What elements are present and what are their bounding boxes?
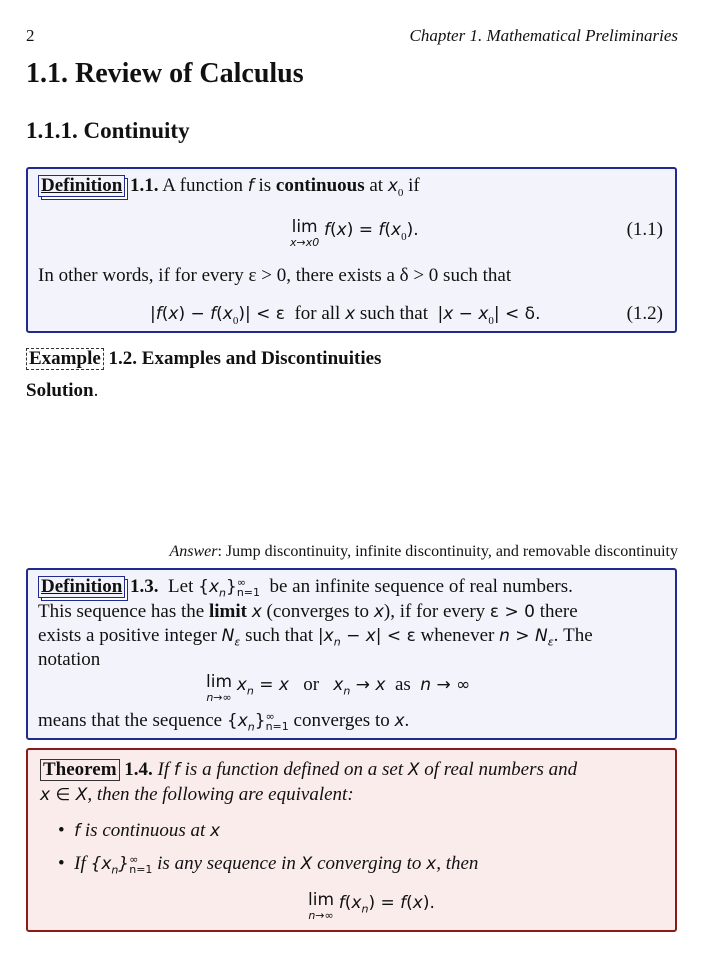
definition-tag: Definition (38, 175, 125, 197)
equation-1-2: $|f(x) - f(x_0)| < \varepsilon$ for all x such that $|x - x_0| < \delta$. (150, 303, 541, 327)
def2-number: 1.3. (130, 576, 159, 597)
subsection-title: 1.1.1. Continuity (26, 118, 190, 143)
equation-number-1-2: (1.2) (626, 303, 663, 324)
theorem-number: 1.4. (124, 759, 153, 780)
definition-box-1-1 (26, 167, 677, 333)
chapter-title: Chapter 1. Mathematical Preliminaries (409, 26, 678, 45)
page-number: 2 (26, 26, 35, 45)
example-title: 1.2. Examples and Discontinuities (108, 348, 382, 369)
solution-label: Solution (26, 380, 94, 401)
solution-line: Solution. (26, 380, 99, 401)
theorem-line2: x ∈ X, then the following are equivalent: (40, 784, 354, 805)
section-title: 1.1. Review of Calculus (26, 58, 304, 89)
theorem-tag: Theorem (40, 759, 120, 781)
page-header (26, 26, 678, 48)
def1-text: A function f is continuous at $x_0$ if (162, 175, 420, 199)
answer-line (169, 543, 678, 561)
example-heading (26, 348, 381, 370)
definition-tag: Definition (38, 576, 125, 598)
def1-number: 1.1. (130, 175, 159, 196)
def2-line4: notation (38, 649, 101, 670)
answer-label: Answer (169, 543, 218, 560)
equation-number-1-1: (1.1) (626, 219, 663, 240)
theorem-equation: lim n→∞ $f(x_n) = f(x)$. (308, 890, 435, 922)
theorem-bullet-1: • f is continuous at x (58, 820, 221, 841)
theorem-box-1-4 (26, 748, 677, 932)
def2-line2: This sequence has the limit x (converges to x), if for every ε > 0 there (38, 601, 578, 622)
def1-line2: In other words, if for every ε > 0, there exists a δ > 0 such that (38, 265, 512, 286)
equation-1-1: lim x→x0 $f(x) = f(x_0)$. (290, 217, 419, 249)
def1-line1 (38, 175, 420, 199)
limit-notation-equation: lim n→∞ $x_n = x$ or $x_n \to x$ as n → ∞ (206, 672, 471, 704)
answer-text: : Jump discontinuity, infinite discontinuity, and removable discontinuity (217, 543, 678, 560)
theorem-bullet-2: • If $\{x_n\}\infty$ n=1 is any sequence in X converging to x, then (58, 852, 479, 877)
def2-line5: means that the sequence $\{x_n\}\infty$ n=1 converges to x. (38, 709, 410, 734)
theorem-line1: Theorem 1.4. If f is a function defined on a set X of real numbers and (40, 759, 577, 781)
def2-line1: Definition 1.3. Let $\{x_n\}\infty$ n=1 be an infinite sequence of real numbers. (38, 576, 573, 599)
definition-box-1-3 (26, 568, 677, 740)
example-tag: Example (26, 348, 104, 370)
def2-line3: exists a positive integer $N_\varepsilon$ such that $|x_n - x| < \varepsilon$ whenever $n > N_\varepsilon$. The (38, 625, 593, 649)
